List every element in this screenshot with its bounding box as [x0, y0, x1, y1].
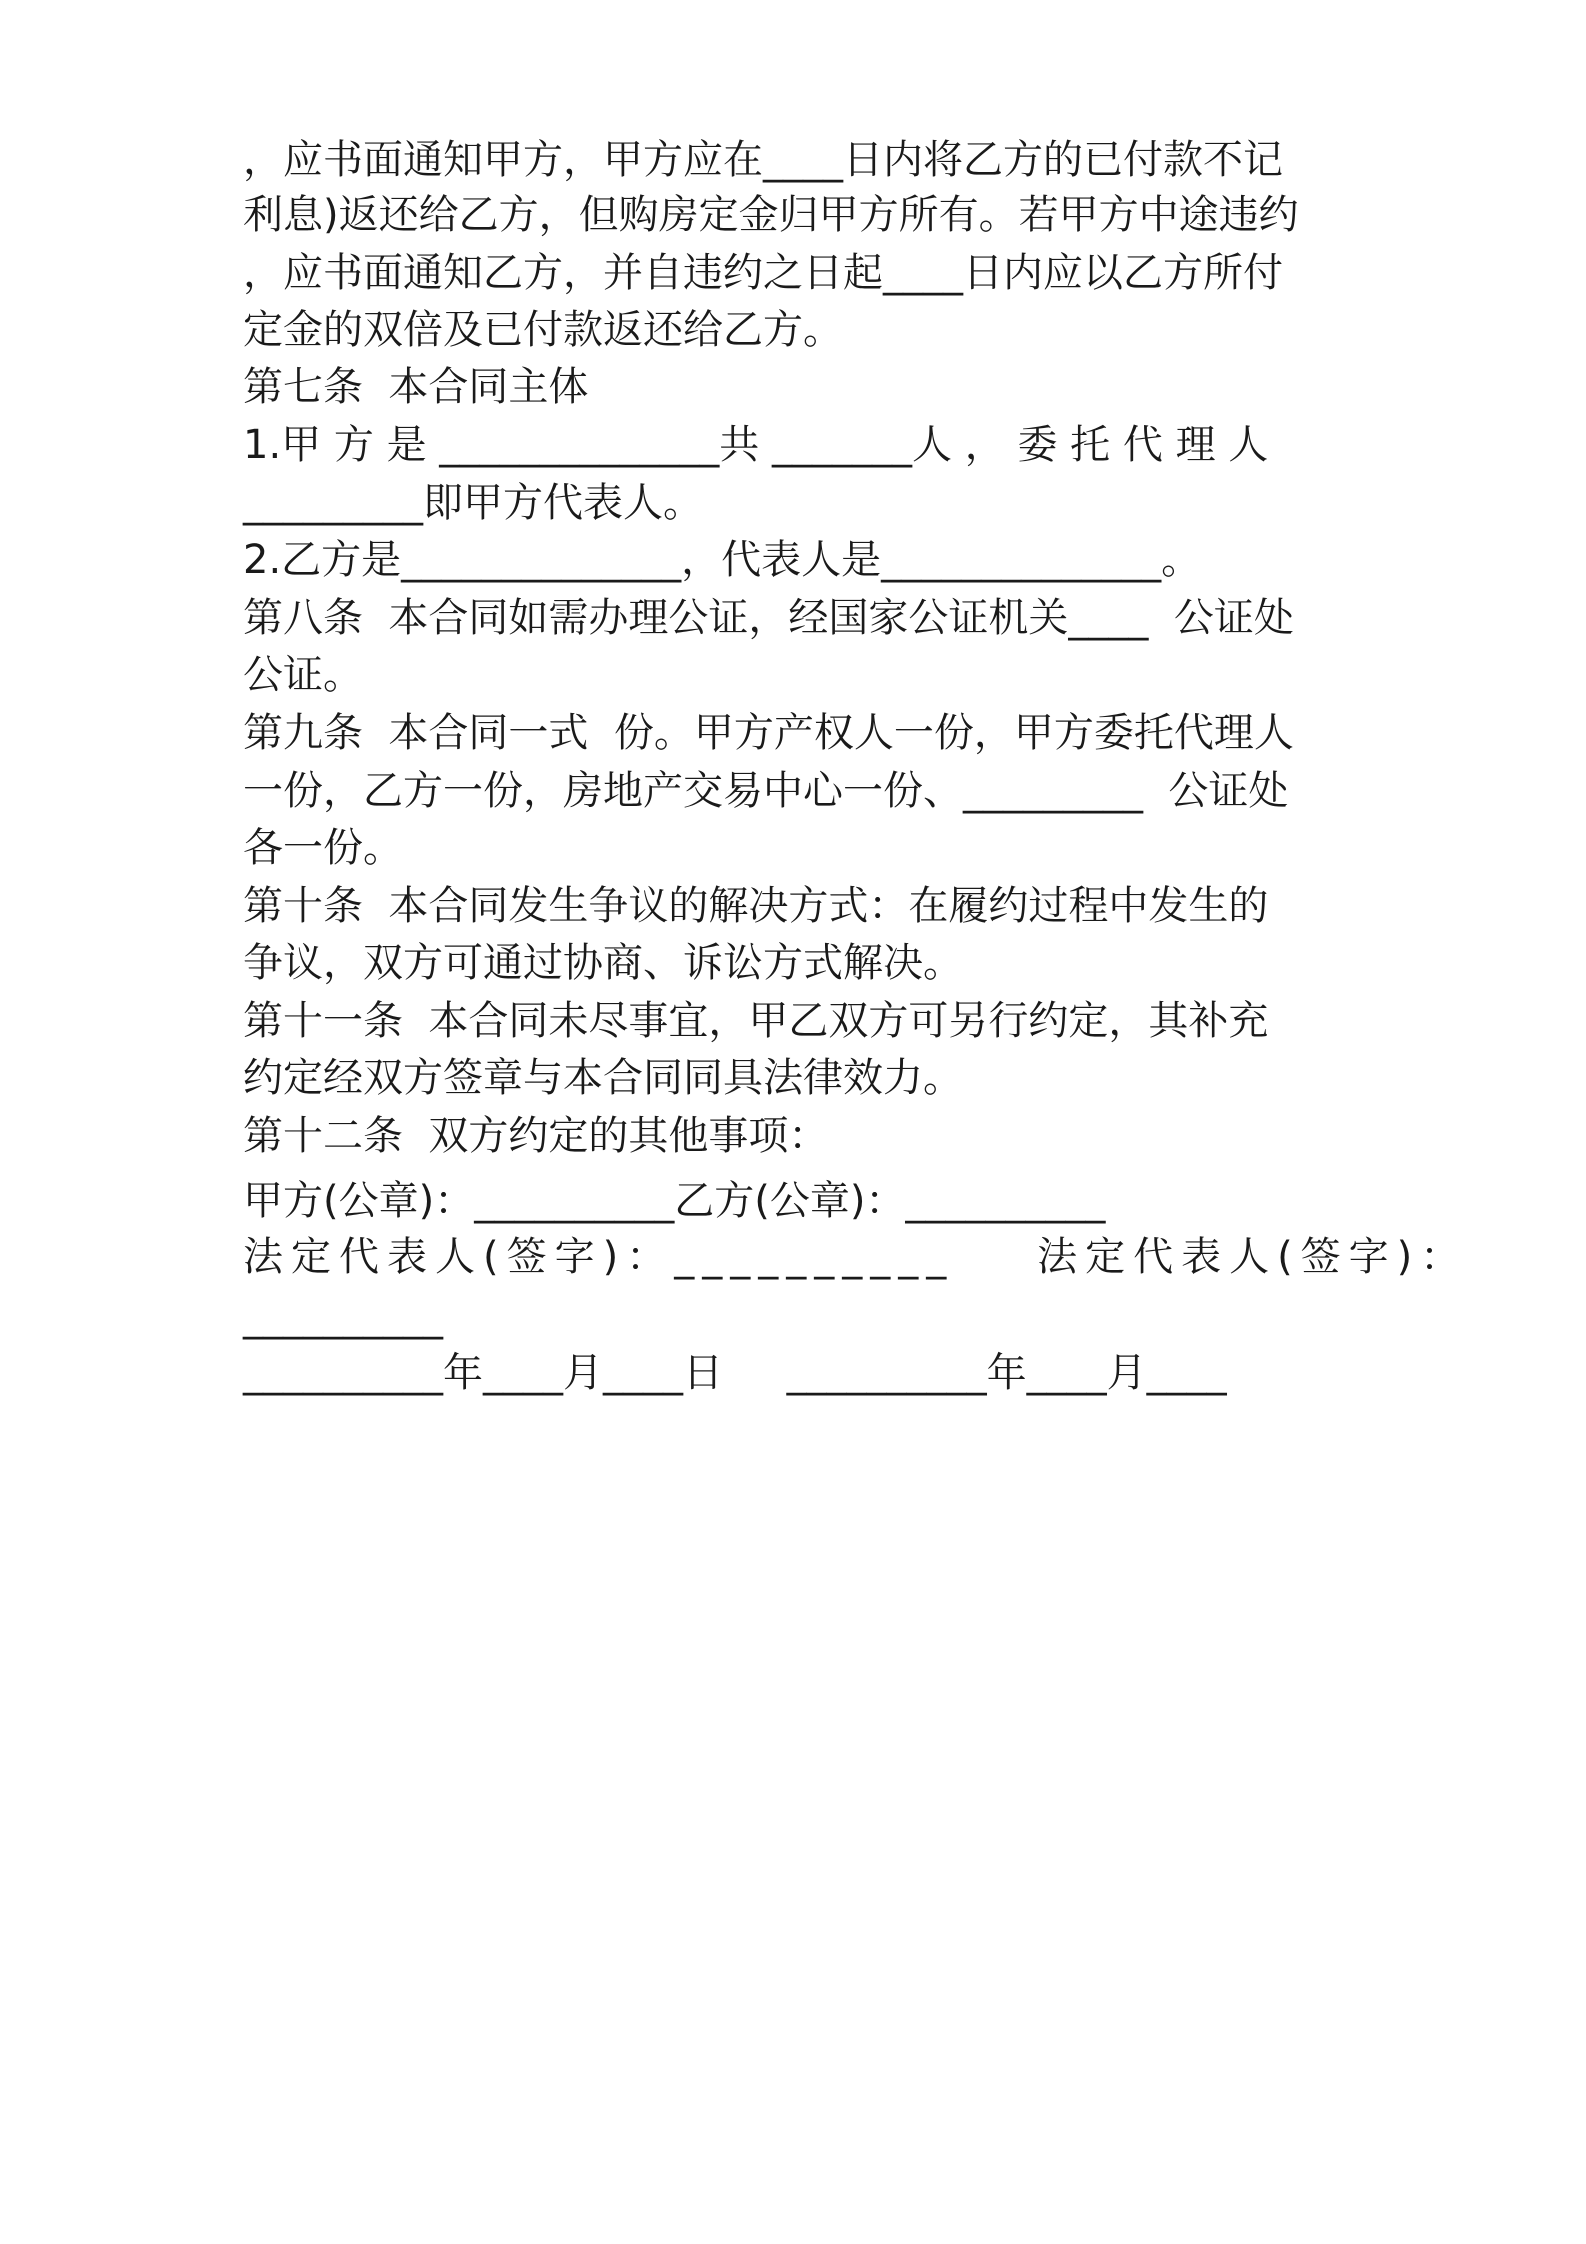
seal-line: 甲方(公章)：__________乙方(公章)：__________ [243, 1178, 1106, 1224]
legal-representative-line: 法定代表人(签字)：__________ 法定代表人(签字)： [243, 1234, 1469, 1280]
signature-blank-line: __________ [243, 1294, 443, 1340]
article-7-heading: 第七条 本合同主体 [243, 364, 589, 410]
article-11-line-1: 第十一条 本合同未尽事宜，甲乙双方可另行约定，其补充 [243, 998, 1269, 1044]
article-9-line-2: 一份，乙方一份，房地产交易中心一份、_________ 公证处 [243, 768, 1289, 814]
paragraph-line-1: ，应书面通知甲方，甲方应在____日内将乙方的已付款不记 [243, 137, 1283, 183]
paragraph-line-4: 定金的双倍及已付款返还给乙方。 [243, 307, 843, 353]
article-9-line-3: 各一份。 [243, 825, 403, 871]
article-10-line-2: 争议，双方可通过协商、诉讼方式解决。 [243, 940, 963, 986]
paragraph-line-2: 利息)返还给乙方，但购房定金归甲方所有。若甲方中途违约 [243, 192, 1299, 238]
article-11-line-2: 约定经双方签章与本合同同具法律效力。 [243, 1055, 963, 1101]
party-a-representative-line: _________即甲方代表人。 [243, 480, 703, 526]
article-10-line-1: 第十条 本合同发生争议的解决方式：在履约过程中发生的 [243, 883, 1269, 929]
article-9-line-1: 第九条 本合同一式 份。甲方产权人一份，甲方委托代理人 [243, 710, 1294, 756]
party-a-line: 1.甲 方 是 ______________共 _______人 ， 委 托 代 理 人 [243, 422, 1269, 468]
date-line: __________年____月____日 __________年____月____ [243, 1350, 1227, 1396]
paragraph-line-3: ，应书面通知乙方，并自违约之日起____日内应以乙方所付 [243, 250, 1283, 296]
party-b-line: 2.乙方是______________，代表人是______________。 [243, 537, 1202, 583]
article-12-heading: 第十二条 双方约定的其他事项： [243, 1113, 829, 1159]
article-8-line-1: 第八条 本合同如需办理公证，经国家公证机关____ 公证处 [243, 595, 1294, 641]
article-8-line-2: 公证。 [243, 652, 363, 698]
